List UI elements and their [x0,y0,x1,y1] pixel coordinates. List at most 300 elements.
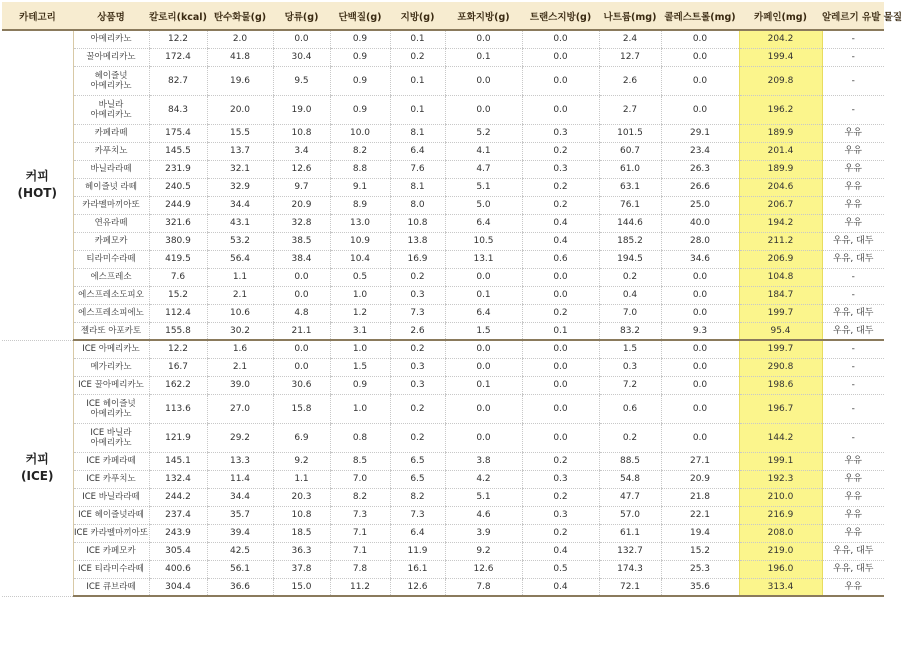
table-row [2,488,884,506]
fat-cell: 8.1 [390,178,445,196]
caffeine-cell: 209.8 [739,66,822,95]
saturated-fat-cell: 0.0 [445,394,522,423]
caffeine-cell: 194.2 [739,214,822,232]
cholesterol-cell: 19.4 [661,524,739,542]
sodium-cell: 60.7 [599,142,661,160]
trans-fat-cell: 0.0 [522,376,599,394]
sodium-cell: 57.0 [599,506,661,524]
allergens-cell: - [822,286,884,304]
fat-cell: 0.3 [390,286,445,304]
caffeine-cell: 196.7 [739,394,822,423]
table-row [2,214,884,232]
allergens-cell: 우유 [822,470,884,488]
category-label: 커피 [25,452,49,466]
calories-cell: 400.6 [149,560,207,578]
product-name-cell [73,304,149,322]
carbs-cell: 56.1 [207,560,273,578]
product-name-cell [73,542,149,560]
fat-cell: 7.6 [390,160,445,178]
table-row [2,232,884,250]
caffeine-cell: 184.7 [739,286,822,304]
caffeine-cell: 290.8 [739,358,822,376]
header-saturated-fat: 포화지방(g) [445,2,522,30]
saturated-fat-cell: 5.1 [445,178,522,196]
sodium-cell: 54.8 [599,470,661,488]
header-fat: 지방(g) [390,2,445,30]
caffeine-cell: 219.0 [739,542,822,560]
carbs-cell: 19.6 [207,66,273,95]
calories-cell: 172.4 [149,48,207,66]
table-row [2,286,884,304]
product-name-cell [73,394,149,423]
product-name-line: ICE 카페모카 [86,546,136,556]
carbs-cell: 53.2 [207,232,273,250]
product-name-line: 바닐라라떼 [90,164,132,174]
calories-cell: 244.9 [149,196,207,214]
fat-cell: 0.2 [390,394,445,423]
trans-fat-cell: 0.3 [522,506,599,524]
caffeine-cell: 210.0 [739,488,822,506]
product-name-cell [73,232,149,250]
carbs-cell: 20.0 [207,95,273,124]
sodium-cell: 61.0 [599,160,661,178]
protein-cell: 1.0 [330,340,390,358]
allergens-cell: - [822,376,884,394]
product-name-line: 아메리카노 [90,437,132,448]
cholesterol-cell: 26.6 [661,178,739,196]
sugars-cell: 9.5 [273,66,330,95]
table-body [2,30,884,596]
product-name-cell [73,470,149,488]
fat-cell: 6.5 [390,470,445,488]
carbs-cell: 32.1 [207,160,273,178]
saturated-fat-cell: 10.5 [445,232,522,250]
carbs-cell: 11.4 [207,470,273,488]
protein-cell: 7.0 [330,470,390,488]
carbs-cell: 1.1 [207,268,273,286]
protein-cell: 0.9 [330,48,390,66]
sodium-cell: 47.7 [599,488,661,506]
product-name-line: 아메리카노 [90,109,132,120]
fat-cell: 8.0 [390,196,445,214]
sugars-cell: 38.4 [273,250,330,268]
allergens-cell: - [822,358,884,376]
caffeine-cell: 216.9 [739,506,822,524]
product-name-cell [73,322,149,340]
table-header-row [2,2,884,30]
carbs-cell: 10.6 [207,304,273,322]
calories-cell: 243.9 [149,524,207,542]
trans-fat-cell: 0.0 [522,286,599,304]
saturated-fat-cell: 13.1 [445,250,522,268]
header-category: 카테고리 [2,2,73,30]
product-name-cell [73,358,149,376]
carbs-cell: 34.4 [207,488,273,506]
table-row [2,423,884,452]
sodium-cell: 1.5 [599,340,661,358]
carbs-cell: 32.9 [207,178,273,196]
carbs-cell: 35.7 [207,506,273,524]
fat-cell: 10.8 [390,214,445,232]
allergens-cell: 우유 [822,452,884,470]
caffeine-cell: 199.7 [739,340,822,358]
protein-cell: 0.9 [330,66,390,95]
allergens-cell: - [822,268,884,286]
caffeine-cell: 208.0 [739,524,822,542]
trans-fat-cell: 0.6 [522,250,599,268]
product-name-line: 연유라떼 [94,218,128,228]
calories-cell: 132.4 [149,470,207,488]
saturated-fat-cell: 0.0 [445,423,522,452]
allergens-cell: 우유, 대두 [822,232,884,250]
product-name-cell [73,452,149,470]
table-row [2,196,884,214]
fat-cell: 16.1 [390,560,445,578]
cholesterol-cell: 15.2 [661,542,739,560]
product-name-line: ICE 티라미수라떼 [78,564,144,574]
trans-fat-cell: 0.3 [522,160,599,178]
trans-fat-cell: 0.2 [522,304,599,322]
sugars-cell: 0.0 [273,268,330,286]
carbs-cell: 27.0 [207,394,273,423]
category-cell [2,340,73,596]
fat-cell: 8.1 [390,124,445,142]
calories-cell: 155.8 [149,322,207,340]
calories-cell: 82.7 [149,66,207,95]
protein-cell: 10.4 [330,250,390,268]
product-name-cell [73,286,149,304]
product-name-cell [73,214,149,232]
trans-fat-cell: 0.0 [522,423,599,452]
protein-cell: 1.5 [330,358,390,376]
cholesterol-cell: 0.0 [661,30,739,48]
allergens-cell: 우유 [822,488,884,506]
saturated-fat-cell: 5.0 [445,196,522,214]
saturated-fat-cell: 0.0 [445,30,522,48]
product-name-line: 카페라떼 [94,128,128,138]
table-row [2,95,884,124]
table-row [2,340,884,358]
allergens-cell: 우유 [822,178,884,196]
table-row [2,560,884,578]
sugars-cell: 19.0 [273,95,330,124]
product-name-line: ICE 꿀아메리카노 [78,380,144,390]
trans-fat-cell: 0.3 [522,124,599,142]
allergens-cell: 우유, 대두 [822,250,884,268]
caffeine-cell: 313.4 [739,578,822,596]
caffeine-cell: 199.7 [739,304,822,322]
product-name-cell [73,560,149,578]
saturated-fat-cell: 3.9 [445,524,522,542]
product-name-line: 카라멜마끼아또 [82,200,140,210]
cholesterol-cell: 0.0 [661,394,739,423]
allergens-cell: 우유 [822,160,884,178]
cholesterol-cell: 0.0 [661,268,739,286]
fat-cell: 0.1 [390,30,445,48]
cholesterol-cell: 25.0 [661,196,739,214]
product-name-line: 에스프레소 [90,272,132,282]
fat-cell: 6.4 [390,524,445,542]
trans-fat-cell: 0.1 [522,322,599,340]
fat-cell: 6.5 [390,452,445,470]
carbs-cell: 13.7 [207,142,273,160]
product-name-cell [73,160,149,178]
table-row [2,394,884,423]
trans-fat-cell: 0.5 [522,560,599,578]
fat-cell: 0.3 [390,358,445,376]
product-name-line: 카페모카 [94,236,128,246]
allergens-cell: 우유 [822,124,884,142]
caffeine-cell: 206.7 [739,196,822,214]
product-name-line: 아메리카노 [90,34,132,45]
category-label: 커피 [25,169,49,184]
table-row [2,470,884,488]
cholesterol-cell: 9.3 [661,322,739,340]
product-name-cell [73,268,149,286]
product-name-line: 메가리카노 [90,362,132,372]
category-sublabel: (HOT) [17,186,57,201]
cholesterol-cell: 25.3 [661,560,739,578]
saturated-fat-cell: 7.8 [445,578,522,596]
saturated-fat-cell: 0.0 [445,340,522,358]
protein-cell: 1.2 [330,304,390,322]
sodium-cell: 0.4 [599,286,661,304]
trans-fat-cell: 0.0 [522,48,599,66]
allergens-cell: 우유 [822,578,884,596]
product-name-cell [73,376,149,394]
fat-cell: 0.1 [390,66,445,95]
sodium-cell: 2.6 [599,66,661,95]
calories-cell: 231.9 [149,160,207,178]
calories-cell: 112.4 [149,304,207,322]
saturated-fat-cell: 5.2 [445,124,522,142]
carbs-cell: 42.5 [207,542,273,560]
saturated-fat-cell: 4.7 [445,160,522,178]
protein-cell: 0.5 [330,268,390,286]
carbs-cell: 2.1 [207,286,273,304]
fat-cell: 2.6 [390,322,445,340]
product-name-line: 바닐라 [98,99,124,110]
product-name-line: 티라미수라떼 [86,254,136,264]
saturated-fat-cell: 0.0 [445,95,522,124]
table-row [2,48,884,66]
cholesterol-cell: 0.0 [661,376,739,394]
table-row [2,142,884,160]
cholesterol-cell: 0.0 [661,95,739,124]
sugars-cell: 15.0 [273,578,330,596]
caffeine-cell: 189.9 [739,124,822,142]
fat-cell: 11.9 [390,542,445,560]
header-allergens: 알레르기 유발 물질 [822,2,884,30]
product-name-cell [73,30,149,48]
trans-fat-cell: 0.0 [522,340,599,358]
table-row [2,124,884,142]
cholesterol-cell: 0.0 [661,423,739,452]
saturated-fat-cell: 4.1 [445,142,522,160]
caffeine-cell: 104.8 [739,268,822,286]
product-name-line: ICE 큐브라떼 [86,581,136,592]
allergens-cell: 우유 [822,214,884,232]
protein-cell: 7.8 [330,560,390,578]
carbs-cell: 15.5 [207,124,273,142]
cholesterol-cell: 20.9 [661,470,739,488]
fat-cell: 0.3 [390,376,445,394]
caffeine-cell: 189.9 [739,160,822,178]
product-name-line: 카푸치노 [94,146,128,156]
allergens-cell: 우유 [822,506,884,524]
sugars-cell: 32.8 [273,214,330,232]
product-name-line: ICE 바닐라 [90,427,132,438]
protein-cell: 0.9 [330,95,390,124]
protein-cell: 10.0 [330,124,390,142]
table-row [2,322,884,340]
sugars-cell: 1.1 [273,470,330,488]
saturated-fat-cell: 1.5 [445,322,522,340]
carbs-cell: 30.2 [207,322,273,340]
cholesterol-cell: 28.0 [661,232,739,250]
product-name-line: ICE 카푸치노 [86,474,136,484]
saturated-fat-cell: 0.0 [445,66,522,95]
caffeine-cell: 204.6 [739,178,822,196]
calories-cell: 15.2 [149,286,207,304]
sugars-cell: 15.8 [273,394,330,423]
sugars-cell: 37.8 [273,560,330,578]
caffeine-cell: 199.4 [739,48,822,66]
table-row [2,304,884,322]
product-name-cell [73,488,149,506]
trans-fat-cell: 0.2 [522,196,599,214]
header-protein: 단백질(g) [330,2,390,30]
caffeine-cell: 144.2 [739,423,822,452]
sugars-cell: 20.9 [273,196,330,214]
product-name-cell [73,142,149,160]
caffeine-cell: 198.6 [739,376,822,394]
carbs-cell: 36.6 [207,578,273,596]
product-name-cell [73,506,149,524]
carbs-cell: 2.0 [207,30,273,48]
protein-cell: 8.8 [330,160,390,178]
trans-fat-cell: 0.2 [522,142,599,160]
product-name-cell [73,423,149,452]
sodium-cell: 63.1 [599,178,661,196]
table-row [2,542,884,560]
sodium-cell: 88.5 [599,452,661,470]
saturated-fat-cell: 0.1 [445,286,522,304]
header-caffeine: 카페인(mg) [739,2,822,30]
allergens-cell: 우유, 대두 [822,304,884,322]
sugars-cell: 30.4 [273,48,330,66]
cholesterol-cell: 0.0 [661,48,739,66]
fat-cell: 0.2 [390,423,445,452]
product-name-line: 헤이즐넛 라떼 [85,182,137,192]
saturated-fat-cell: 5.1 [445,488,522,506]
sodium-cell: 174.3 [599,560,661,578]
header-carbs: 탄수화물(g) [207,2,273,30]
table-row [2,30,884,48]
trans-fat-cell: 0.0 [522,66,599,95]
protein-cell: 8.2 [330,142,390,160]
allergens-cell: - [822,340,884,358]
saturated-fat-cell: 6.4 [445,214,522,232]
cholesterol-cell: 22.1 [661,506,739,524]
product-name-cell [73,340,149,358]
fat-cell: 0.2 [390,340,445,358]
sodium-cell: 61.1 [599,524,661,542]
sodium-cell: 12.7 [599,48,661,66]
table-row [2,524,884,542]
calories-cell: 162.2 [149,376,207,394]
product-name-line: ICE 카라멜마끼아또 [74,528,148,538]
sugars-cell: 4.8 [273,304,330,322]
allergens-cell: - [822,95,884,124]
caffeine-cell: 95.4 [739,322,822,340]
carbs-cell: 29.2 [207,423,273,452]
calories-cell: 237.4 [149,506,207,524]
calories-cell: 244.2 [149,488,207,506]
sugars-cell: 10.8 [273,506,330,524]
trans-fat-cell: 0.0 [522,30,599,48]
protein-cell: 0.9 [330,30,390,48]
carbs-cell: 2.1 [207,358,273,376]
sodium-cell: 0.2 [599,423,661,452]
saturated-fat-cell: 0.0 [445,358,522,376]
calories-cell: 145.1 [149,452,207,470]
sodium-cell: 132.7 [599,542,661,560]
calories-cell: 380.9 [149,232,207,250]
trans-fat-cell: 0.4 [522,542,599,560]
table-row [2,66,884,95]
protein-cell: 7.1 [330,542,390,560]
fat-cell: 16.9 [390,250,445,268]
protein-cell: 11.2 [330,578,390,596]
sodium-cell: 72.1 [599,578,661,596]
fat-cell: 13.8 [390,232,445,250]
allergens-cell: - [822,30,884,48]
calories-cell: 113.6 [149,394,207,423]
carbs-cell: 13.3 [207,452,273,470]
fat-cell: 6.4 [390,142,445,160]
allergens-cell: 우유 [822,142,884,160]
table-row [2,506,884,524]
trans-fat-cell: 0.0 [522,268,599,286]
allergens-cell: - [822,48,884,66]
carbs-cell: 39.0 [207,376,273,394]
product-name-line: 꿀아메리카노 [86,52,136,62]
table-row [2,358,884,376]
sugars-cell: 0.0 [273,30,330,48]
sugars-cell: 0.0 [273,286,330,304]
product-name-line: ICE 카페라떼 [86,456,136,466]
protein-cell: 9.1 [330,178,390,196]
caffeine-cell: 192.3 [739,470,822,488]
trans-fat-cell: 0.4 [522,214,599,232]
fat-cell: 12.6 [390,578,445,596]
cholesterol-cell: 0.0 [661,358,739,376]
header-trans-fat: 트랜스지방(g) [522,2,599,30]
protein-cell: 0.8 [330,423,390,452]
sugars-cell: 0.0 [273,358,330,376]
allergens-cell: - [822,394,884,423]
product-name-cell [73,95,149,124]
product-name-line: ICE 헤이즐넛라떼 [78,510,144,520]
protein-cell: 7.3 [330,506,390,524]
header-sugars: 당류(g) [273,2,330,30]
carbs-cell: 56.4 [207,250,273,268]
allergens-cell: 우유, 대두 [822,560,884,578]
cholesterol-cell: 0.0 [661,286,739,304]
carbs-cell: 39.4 [207,524,273,542]
protein-cell: 8.5 [330,452,390,470]
